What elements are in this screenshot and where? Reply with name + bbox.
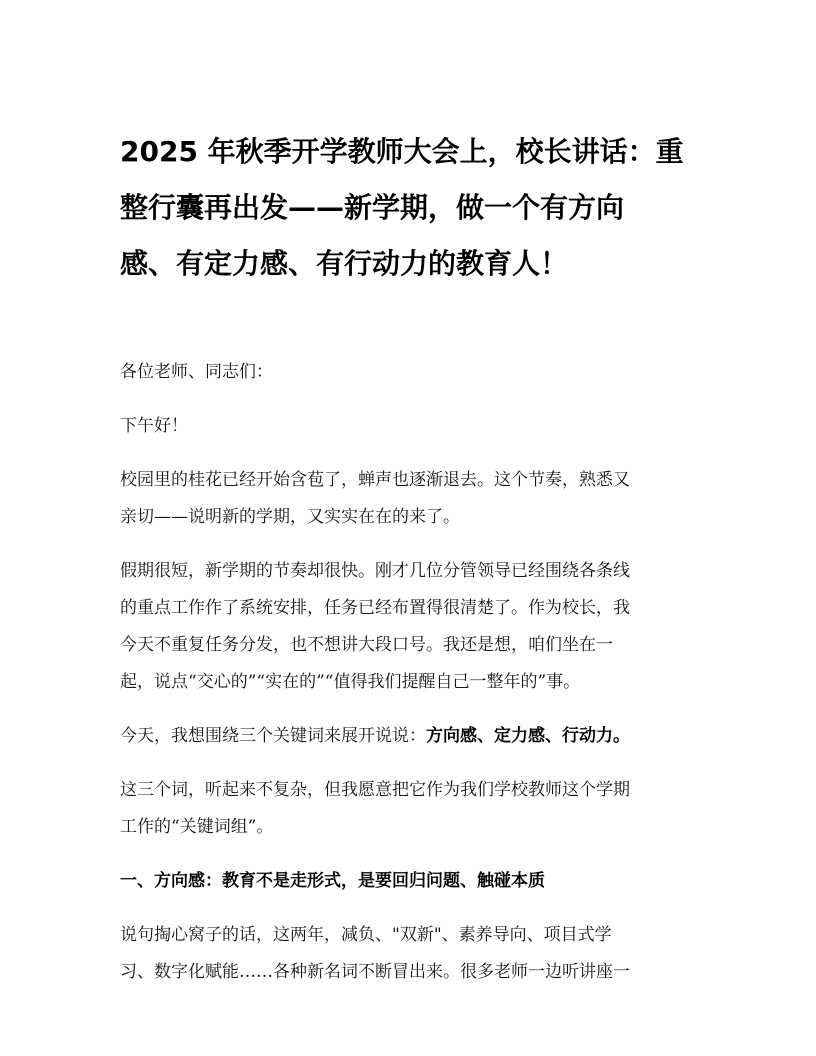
title-line: 2025 年秋季开学教师大会上，校长讲话：重 [120,135,684,168]
paragraph-section1 [120,917,690,991]
paragraph-keywords [120,718,690,755]
paragraph-line: 的重点工作作了系统安排，任务已经布置得很清楚了。作为校长，我 [120,598,630,618]
paragraph-line [120,718,690,755]
paragraph-line: 起，说点“交心的”“实在的”“值得我们提醒自己一整年的”事。 [120,672,581,692]
paragraph-line: 习、数字化赋能……各种新名词不断冒出来。很多老师一边听讲座一 [120,962,630,982]
document-title [120,124,690,292]
title-line: 整行囊再出发——新学期，做一个有方向 [120,191,625,224]
salutation: 各位老师、同志们： [120,362,273,382]
greeting: 下午好！ [120,416,188,436]
paragraph-keyword-group [120,772,690,846]
title-line: 感、有定力感、有行动力的教育人！ [120,247,569,280]
section-heading: 一、方向感：教育不是走形式，是要回归问题、触碰本质 [120,871,545,891]
paragraph-line: 校园里的桂花已经开始含苞了，蝉声也逐渐退去。这个节奏，熟悉又 [120,470,630,490]
keywords-bold: 方向感、定力感、行动力。 [426,726,630,746]
paragraph-opening [120,462,690,536]
paragraph-line: 假期很短，新学期的节奏却很快。刚才几位分管领导已经围绕各条线 [120,561,630,581]
paragraph-line: 亲切——说明新的学期，又实实在在的来了。 [120,507,460,527]
document-body [120,354,690,1008]
paragraph-line: 工作的“关键词组”。 [120,817,274,837]
paragraph-context [120,553,690,701]
paragraph-line: 这三个词，听起来不复杂，但我愿意把它作为我们学校教师这个学期 [120,780,630,800]
paragraph-line: 今天不重复任务分发，也不想讲大段口号。我还是想，咱们坐在一 [120,635,613,655]
keywords-lead: 今天，我想围绕三个关键词来展开说说： [120,726,426,746]
paragraph-line: 说句掏心窝子的话，这两年，减负、"双新"、素养导向、项目式学 [120,925,612,945]
